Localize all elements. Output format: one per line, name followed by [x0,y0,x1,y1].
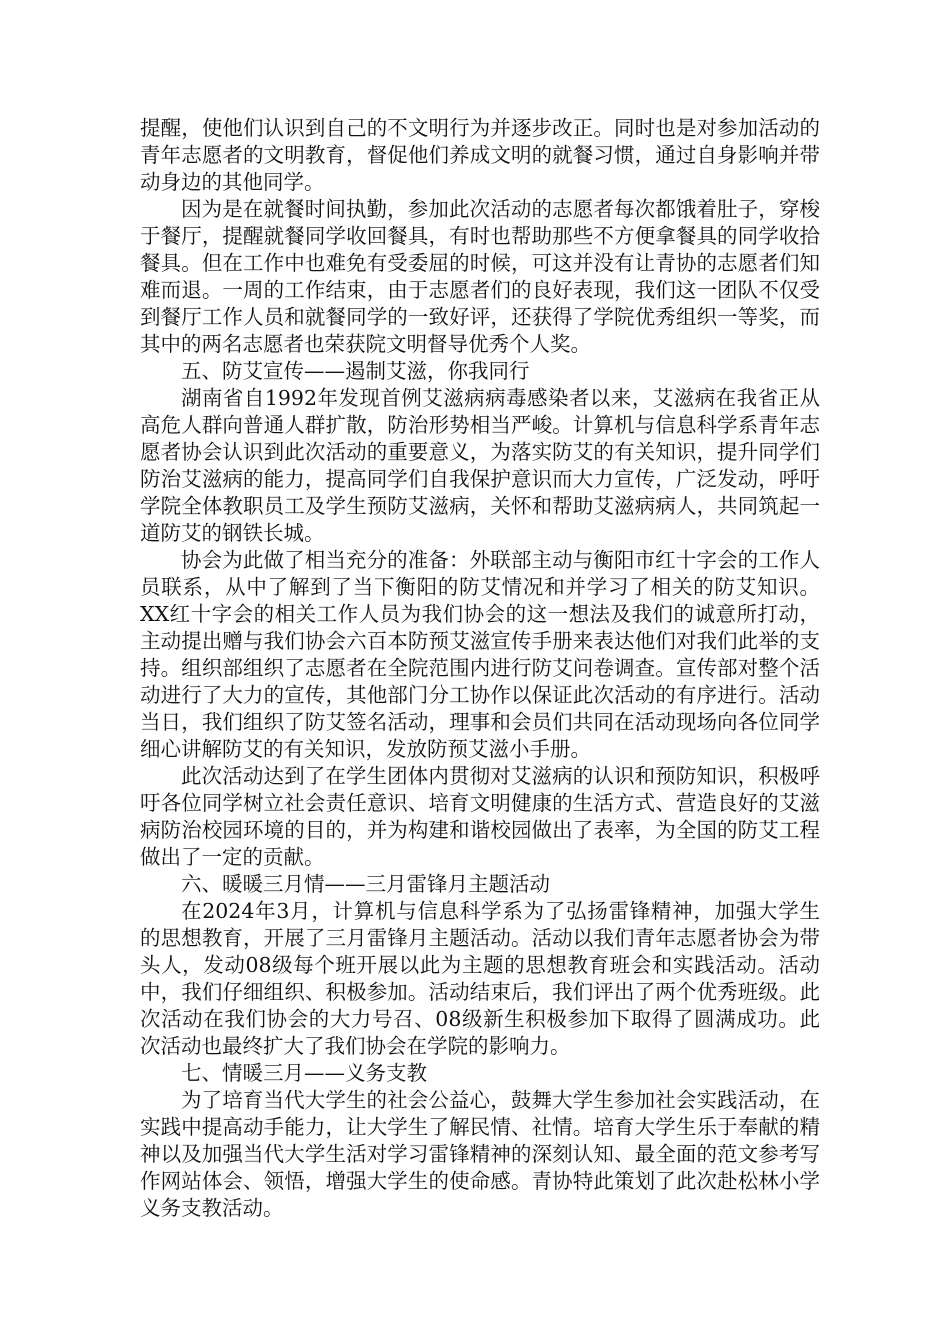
paragraph-lei-feng-activity: 在2024年3月，计算机与信息科学系为了弘扬雷锋精神，加强大学生的思想教育，开展了三月雷锋月主题活动。活动以我们青年志愿者协会为带头人，发动08级每个班开展以此为主题的思想教育班会和实践活动。活动中，我们仔细组织、积极参加。活动结束后，我们评出了两个优秀班级。此次活动在我们协会的大力号召、08级新生积极参加下取得了圆满成功。此次活动也最终扩大了我们协会在学院的影响力。 [140,899,820,1058]
paragraph-volunteer-teaching: 为了培育当代大学生的社会公益心，鼓舞大学生参加社会实践活动，在实践中提高动手能力，让大学生了解民情、社情。培育大学生乐于奉献的精神以及加强当代大学生活对学习雷锋精神的深刻认知、最全面的范文参考写作网站体会、领悟，增强大学生的使命感。青协特此策划了此次赴松林小学义务支教活动。 [140,1088,820,1220]
paragraph-aids-background: 湖南省自1992年发现首例艾滋病病毒感染者以来，艾滋病在我省正从高危人群向普通人群扩散，防治形势相当严峻。计算机与信息科学系青年志愿者协会认识到此次活动的重要意义，为落实防艾的有关知识，提升同学们防治艾滋病的能力，提高同学们自我保护意识而大力宣传，广泛发动，呼吁学院全体教职员工及学生预防艾滋病，关怀和帮助艾滋病病人，共同筑起一道防艾的钢铁长城。 [140,386,820,545]
paragraph-dining-duty: 因为是在就餐时间执勤，参加此次活动的志愿者每次都饿着肚子，穿梭于餐厅，提醒就餐同学收回餐具，有时也帮助那些不方便拿餐具的同学收拾餐具。但在工作中也难免有受委屈的时候，可这并没有让青协的志愿者们知难而退。一周的工作结束，由于志愿者们的良好表现，我们这一团队不仅受到餐厅工作人员和就餐同学的一致好评，还获得了学院优秀组织一等奖，而其中的两名志愿者也荣获院文明督导优秀个人奖。 [140,197,820,356]
section-heading-volunteer-teaching: 七、情暖三月——义务支教 [181,1061,427,1085]
section-heading-lei-feng-month: 六、暖暖三月情——三月雷锋月主题活动 [181,872,550,896]
paragraph-aids-preparation: 协会为此做了相当充分的准备：外联部主动与衡阳市红十字会的工作人员联系，从中了解到了当下衡阳的防艾情况和并学习了相关的防艾知识。XX红十字会的相关工作人员为我们协会的这一想法及我们的诚意所打动，主动提出赠与我们协会六百本防预艾滋宣传手册来表达他们对我们此举的支持。组织部组织了志愿者在全院范围内进行防艾问卷调查。宣传部对整个活动进行了大力的宣传，其他部门分工协作以保证此次活动的有序进行。活动当日，我们组织了防艾签名活动，理事和会员们共同在活动现场向各位同学细心讲解防艾的有关知识，发放防预艾滋小手册。 [140,548,820,761]
section-heading-aids-prevention: 五、防艾宣传——遏制艾滋，你我同行 [181,359,530,383]
paragraph-civility-reminder: 提醒，使他们认识到自己的不文明行为并逐步改正。同时也是对参加活动的青年志愿者的文明教育，督促他们养成文明的就餐习惯，通过自身影响并带动身边的其他同学。 [140,116,820,194]
paragraph-aids-outcome: 此次活动达到了在学生团体内贯彻对艾滋病的认识和预防知识，积极呼吁各位同学树立社会责任意识、培育文明健康的生活方式、营造良好的艾滋病防治校园环境的目的，并为构建和谐校园做出了表率，为全国的防艾工程做出了一定的贡献。 [140,764,820,869]
document-page [140,115,820,1222]
